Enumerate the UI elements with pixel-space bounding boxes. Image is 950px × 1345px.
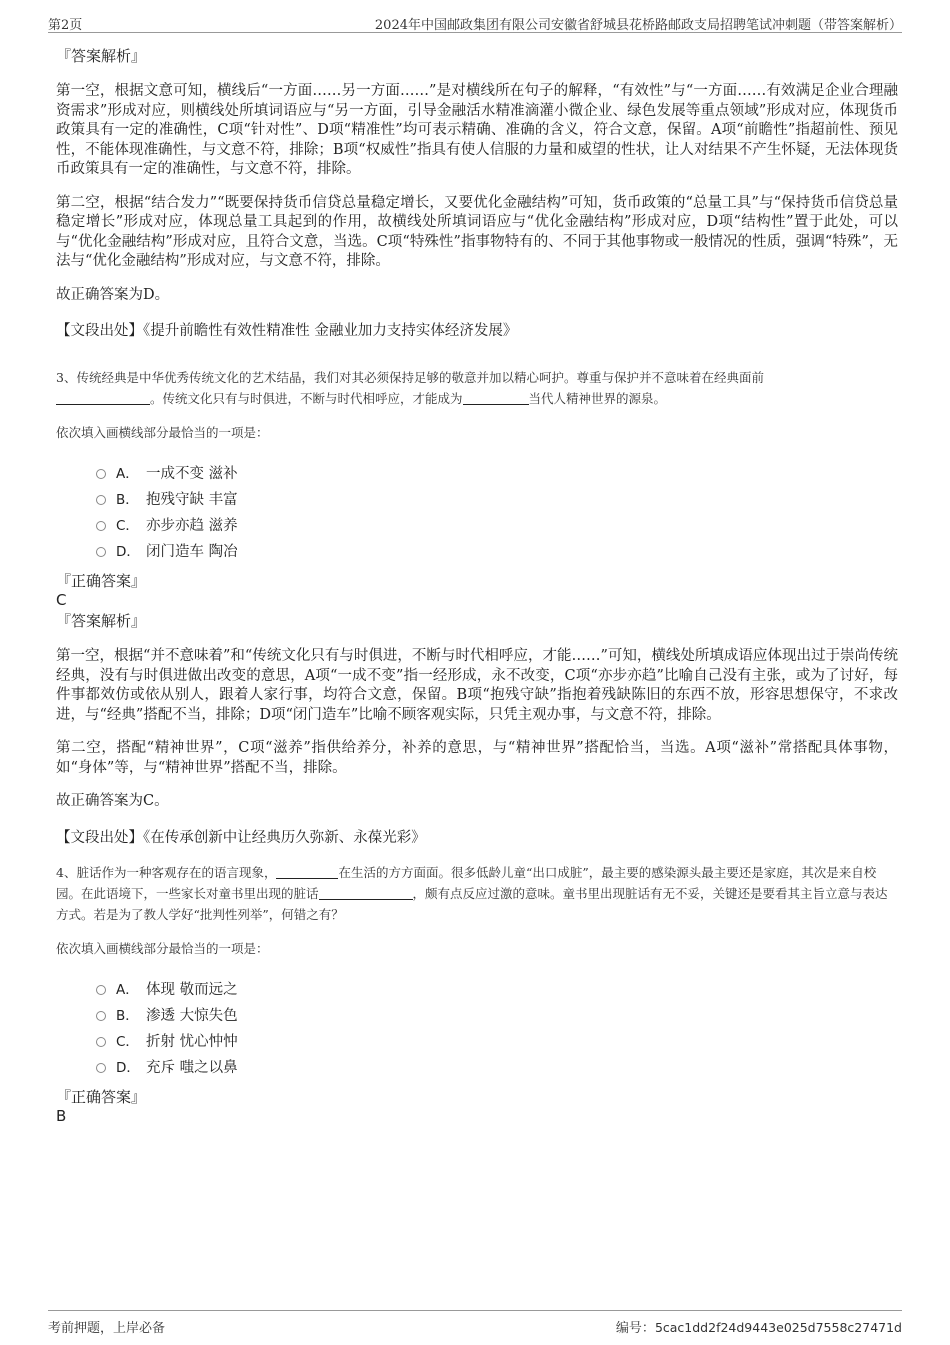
correct-answer: C bbox=[56, 591, 67, 609]
source-citation: 【文段出处】《在传承创新中让经典历久弥新、永葆光彩》 bbox=[56, 829, 426, 846]
blank-1 bbox=[56, 390, 150, 405]
document-code: 编号：5cac1dd2f24d9443e025d7558c27471d bbox=[615, 1320, 902, 1336]
question-prompt: 依次填入画横线部分最恰当的一项是： bbox=[56, 940, 269, 956]
radio-icon[interactable] bbox=[96, 521, 106, 531]
option-a[interactable]: A． 一成不变 滋补 bbox=[96, 461, 898, 487]
analysis-paragraph: 第二空，根据“结合发力”“既要保持货币信贷总量稳定增长，又要优化金融结构”可知，货币政策的“总量工具”与“保持货币信贷总量稳定增长”形成对应，体现总量工具起到的作用，故横线处所填词语应与“优化金融结构”形成对应，D项“结构性”置于此处，可以与“优化金融结构”形成对应，且符合文意，当选。C项“特殊性”指事物特有的、不同于其他事物或一般情况的性质，强调“特殊”，无法与“优化金融结构”形成对应，与文意不符，排除。 bbox=[56, 194, 898, 269]
question-4-stem: 4、脏话作为一种客观存在的语言现象， 在生活的方方面面。很多低龄儿童“出口成脏”，最主要的感染源头最主要还是家庭，其次是来自校园。在此语境下，一些家长对童书里出现的脏话 ，颇有点反应过激的意味。童书里出现脏话有无不妥，关键还是要看其主旨立意与表达方式。若是为了教人学好“批判性列举”，何错之有？ bbox=[56, 864, 888, 922]
source-citation: 【文段出处】《提升前瞻性有效性精准性 金融业加力支持实体经济发展》 bbox=[56, 323, 518, 339]
conclusion-text: 故正确答案为D。 bbox=[56, 286, 170, 303]
option-c[interactable]: C． 亦步亦趋 滋养 bbox=[96, 513, 898, 539]
question-prompt: 依次填入画横线部分最恰当的一项是： bbox=[56, 425, 269, 440]
page-content bbox=[56, 46, 898, 1125]
radio-icon[interactable] bbox=[96, 469, 106, 479]
option-a[interactable]: A． 体现 敬而远之 bbox=[96, 977, 898, 1003]
document-title: 2024年中国邮政集团有限公司安徽省舒城县花桥路邮政支局招聘笔试冲刺题（带答案解析） bbox=[374, 18, 902, 33]
correct-answer: B bbox=[56, 1106, 67, 1125]
option-b[interactable]: B． 抱残守缺 丰富 bbox=[96, 487, 898, 513]
analysis-paragraph: 第一空，根据“并不意味着”和“传统文化只有与时俱进，不断与时代相呼应，才能……”可知，横线处所填成语应体现出过于崇尚传统经典，没有与时俱进做出改变的意思，A项“一成不变”指一经形成，永不改变，C项“亦步亦趋”比喻自己没有主张，或为了讨好，每件事都效仿或依从别人，跟着人家行事，均符合文意，保留。B项“抱残守缺”指抱着残缺陈旧的东西不放，形容思想保守，不求改进，与“经典”搭配不当，排除；D项“闭门造车”比喻不顾客观实际，只凭主观办事，与文意不符，排除。 bbox=[56, 648, 898, 723]
page-footer bbox=[48, 1310, 902, 1335]
radio-icon[interactable] bbox=[96, 495, 106, 505]
options-list bbox=[96, 977, 898, 1081]
options-list bbox=[96, 461, 898, 565]
conclusion-text: 故正确答案为C。 bbox=[56, 793, 169, 809]
radio-icon[interactable] bbox=[96, 1011, 106, 1021]
radio-icon[interactable] bbox=[96, 985, 106, 995]
page-header bbox=[48, 12, 902, 33]
option-d[interactable]: D． 充斥 嗤之以鼻 bbox=[96, 1055, 898, 1081]
blank-1 bbox=[276, 864, 338, 879]
page-number: 第2页 bbox=[48, 18, 83, 33]
blank-2 bbox=[463, 390, 529, 405]
analysis-label: 『答案解析』 bbox=[56, 47, 147, 65]
radio-icon[interactable] bbox=[96, 547, 106, 557]
blank-2 bbox=[319, 885, 413, 900]
analysis-paragraph: 第一空，根据文意可知，横线后“一方面……另一方面……”是对横线所在句子的解释，“有效性”与“一方面……有效满足企业合理融资需求”形成对应，则横线处所填词语应与“另一方面，引导金融活水精准滴灌小微企业、绿色发展等重点领域”形成对应，体现货币政策具有一定的准确性，C项“针对性”、D项“精准性”均可表示精确、准确的含义，符合文意，保留。A项“前瞻性”指超前性、预见性，不能体现准确性，与文意不符，排除；B项“权威性”指具有使人信服的力量和威望的性状，让人对结果不产生怀疑，无法体现货币政策具有一定的准确性，与文意不符，排除。 bbox=[56, 83, 898, 177]
analysis-label: 『答案解析』 bbox=[56, 612, 147, 630]
option-b[interactable]: B． 渗透 大惊失色 bbox=[96, 1003, 898, 1029]
radio-icon[interactable] bbox=[96, 1063, 106, 1073]
answer-label: 『正确答案』 bbox=[56, 1087, 147, 1106]
option-c[interactable]: C． 折射 忧心忡忡 bbox=[96, 1029, 898, 1055]
footer-slogan: 考前押题，上岸必备 bbox=[48, 1321, 166, 1336]
answer-label: 『正确答案』 bbox=[56, 572, 147, 590]
option-d[interactable]: D． 闭门造车 陶冶 bbox=[96, 539, 898, 565]
question-3-stem: 3、传统经典是中华优秀传统文化的艺术结晶，我们对其必须保持足够的敬意并加以精心呵护。尊重与保护并不意味着在经典面前 。传统文化只有与时俱进，不断与时代相呼应，才能成为 当代人精神世界的源泉。 bbox=[56, 370, 764, 406]
radio-icon[interactable] bbox=[96, 1037, 106, 1047]
analysis-paragraph: 第二空，搭配“精神世界”，C项“滋养”指供给养分，补养的意思，与“精神世界”搭配恰当，当选。A项“滋补”常搭配具体事物，如“身体”等，与“精神世界”搭配不当，排除。 bbox=[56, 740, 898, 776]
